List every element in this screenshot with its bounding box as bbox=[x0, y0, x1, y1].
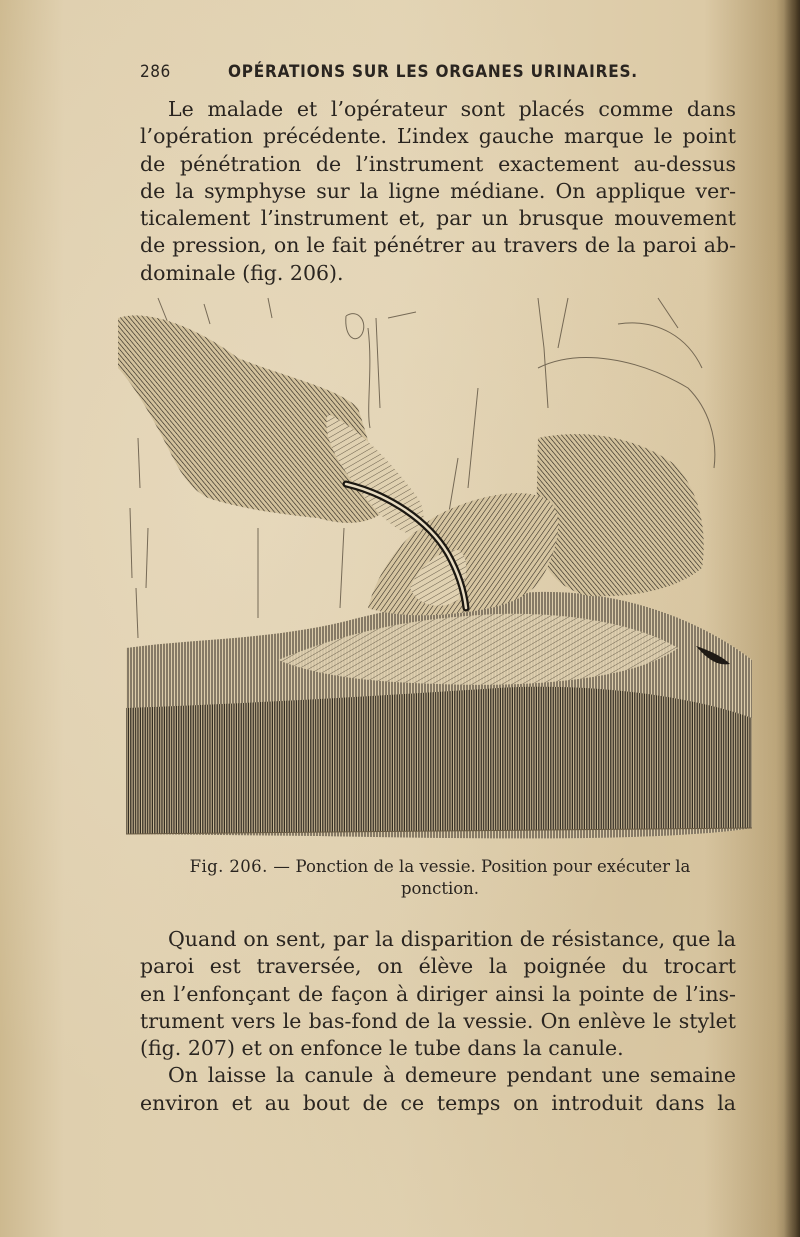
engraving-figure bbox=[118, 288, 754, 848]
page-number: 286 bbox=[140, 62, 171, 82]
engraving-illustration bbox=[118, 288, 754, 848]
text-line: trument vers le bas-fond de la vessie. On enlève le stylet bbox=[140, 1008, 736, 1033]
caption-label: Fig. 206. — bbox=[189, 857, 291, 876]
text-line: Quand on sent, par la disparition de résistance, que la bbox=[168, 927, 736, 951]
text-line: de la symphyse sur la ligne médiane. On applique ver- bbox=[140, 178, 736, 203]
right-hand bbox=[118, 315, 388, 522]
text-line: paroi est traversée, on élève la poignée du trocart bbox=[140, 954, 736, 979]
text-line: ticalement l’instrument et, par un brusque mouvement bbox=[140, 206, 736, 231]
running-head bbox=[140, 62, 740, 88]
assistant-sleeve bbox=[536, 434, 704, 596]
text-line: (fig. 207) et on enfonce le tube dans la canule. bbox=[140, 1036, 624, 1061]
text-line: de pression, on le fait pénétrer au travers de la paroi ab- bbox=[140, 233, 736, 258]
text-line: environ et au bout de ce temps on introduit dans la bbox=[140, 1090, 736, 1115]
page-gutter-shadow bbox=[784, 0, 800, 1237]
text-line: l’opération précédente. L’index gauche marque le point bbox=[140, 124, 736, 149]
text-line: de pénétration de l’instrument exactement au-dessus bbox=[140, 151, 736, 176]
running-title: OPÉRATIONS SUR LES ORGANES URINAIRES. bbox=[228, 62, 638, 82]
text-line: en l’enfonçant de façon à diriger ainsi la pointe de l’ins- bbox=[140, 981, 736, 1006]
text-line: On laisse la canule à demeure pendant une semaine bbox=[168, 1063, 736, 1088]
abdomen-shadow bbox=[126, 687, 752, 834]
text-line: Le malade et l’opérateur sont placés comme dans bbox=[168, 97, 736, 121]
paragraph-1 bbox=[140, 96, 736, 287]
text-line: dominale (fig. 206). bbox=[140, 260, 344, 285]
paragraph-2 bbox=[140, 926, 736, 1117]
figure-caption bbox=[150, 856, 730, 900]
caption-text: Ponction de la vessie. Position pour exécuter la ponction. bbox=[295, 857, 691, 898]
